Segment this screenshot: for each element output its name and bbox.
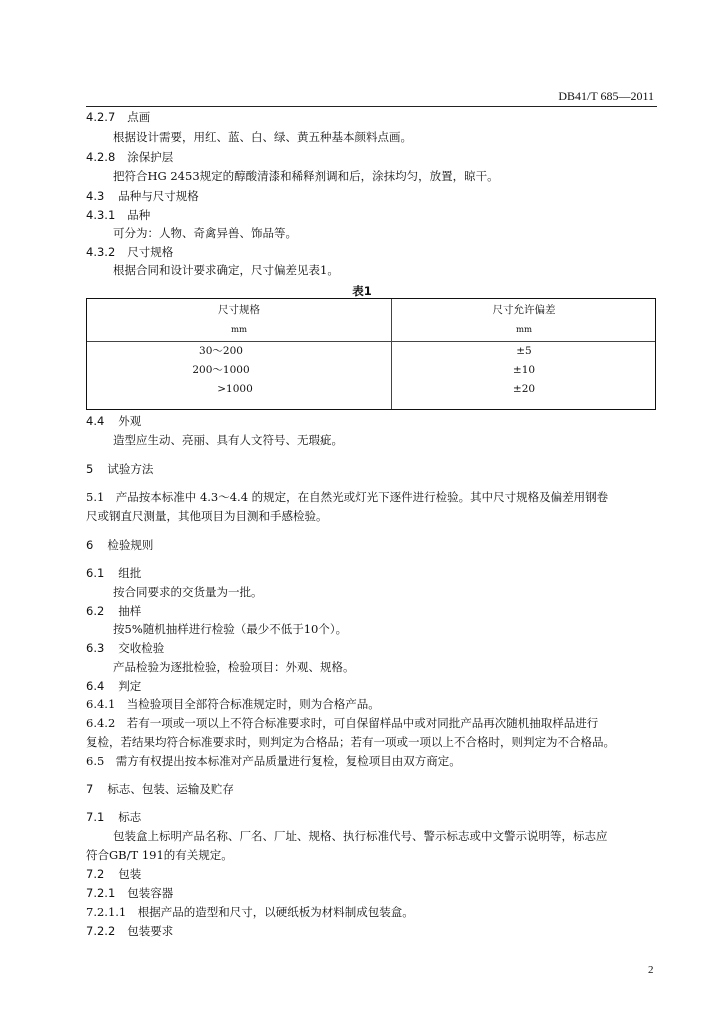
section-4-3-2-heading <box>86 245 173 259</box>
section-6-2-heading <box>86 604 141 618</box>
size-tolerance-table <box>86 298 656 410</box>
section-number: 6.3 <box>86 641 105 655</box>
page-number: 2 <box>648 964 654 976</box>
section-4-3-1-heading <box>86 208 150 222</box>
section-7-1-heading <box>86 810 141 824</box>
paragraph: 复检，若结果均符合标准要求时，则判定为合格品；若有一项或一项以上不合格时，则判定为不合格品。 <box>86 735 615 749</box>
section-number: 6.4 <box>86 679 105 693</box>
section-title: 组批 <box>118 566 142 580</box>
section-number: 4.2.7 <box>86 110 116 124</box>
paragraph: 5.1 产品按本标准中 4.3～4.4 的规定，在自然光或灯光下逐件进行检验。其中尺寸规格及偏差用钢卷 <box>86 490 609 504</box>
table-header-size: 尺寸规格 <box>218 304 260 316</box>
paragraph: 符合GB/T 191的有关规定。 <box>86 848 233 862</box>
table-caption: 表1 <box>352 284 372 298</box>
section-number: 6.1 <box>86 566 105 580</box>
table-header-divider <box>87 341 655 342</box>
paragraph: 7.2.1.1 根据产品的造型和尺寸，以硬纸板为材料制成包装盒。 <box>86 905 414 919</box>
paragraph: 6.4.1 当检验项目全部符合标准规定时，则为合格产品。 <box>86 697 380 711</box>
section-number: 5 <box>86 462 94 476</box>
table-header-tolerance-unit: mm <box>515 325 533 335</box>
table-cell-size: 30～200 <box>199 345 243 357</box>
section-7-2-1-heading <box>86 886 173 900</box>
section-number: 7.2.1 <box>86 886 116 900</box>
section-number: 6.2 <box>86 604 105 618</box>
section-title: 包装容器 <box>127 886 174 900</box>
table-header-size-unit: mm <box>230 325 248 335</box>
section-title: 点画 <box>127 110 151 124</box>
section-number: 4.2.8 <box>86 150 116 164</box>
section-4-3-heading <box>86 189 199 203</box>
section-title: 包装 <box>118 867 142 881</box>
paragraph: 6.5 需方有权提出按本标准对产品质量进行复检，复检项目由双方商定。 <box>86 754 461 768</box>
section-number: 6 <box>86 538 94 552</box>
section-7-2-heading <box>86 867 141 881</box>
paragraph: 根据设计需要，用红、蓝、白、绿、黄五种基本颜料点画。 <box>113 130 412 144</box>
section-number: 4.3.1 <box>86 208 116 222</box>
paragraph: 尺或钢直尺测量，其他项目为目测和手感检验。 <box>86 509 328 523</box>
section-title: 外观 <box>118 414 142 428</box>
table-cell-tolerance: ±20 <box>512 383 536 395</box>
section-7-2-2-heading <box>86 924 173 938</box>
section-title: 尺寸规格 <box>127 245 174 259</box>
table-cell-tolerance: ±5 <box>516 345 532 357</box>
section-6-1-heading <box>86 566 141 580</box>
section-title: 抽样 <box>118 604 142 618</box>
section-4-4-heading <box>86 414 141 428</box>
section-title: 标志、包装、运输及贮存 <box>107 782 234 796</box>
paragraph: 把符合HG 2453规定的醇酸清漆和稀释剂调和后，涂抹均匀，放置，晾干。 <box>113 169 499 183</box>
header-rule <box>86 106 657 107</box>
paragraph: 可分为：人物、奇禽异兽、饰品等。 <box>113 226 297 240</box>
paragraph: 包装盒上标明产品名称、厂名、厂址、规格、执行标准代号、警示标志或中文警示说明等，标志应 <box>113 829 608 843</box>
paragraph: 按合同要求的交货量为一批。 <box>113 585 263 599</box>
section-6-4-heading <box>86 679 141 693</box>
section-title: 交收检验 <box>118 641 165 655</box>
section-number: 7 <box>86 782 94 796</box>
section-number: 4.3.2 <box>86 245 116 259</box>
section-title: 包装要求 <box>127 924 174 938</box>
section-title: 检验规则 <box>107 538 154 552</box>
paragraph: 根据合同和设计要求确定，尺寸偏差见表1。 <box>113 263 339 277</box>
section-number: 4.3 <box>86 189 105 203</box>
section-title: 试验方法 <box>107 462 154 476</box>
section-title: 涂保护层 <box>127 150 174 164</box>
section-5-heading <box>86 462 153 476</box>
section-6-3-heading <box>86 641 164 655</box>
section-title: 标志 <box>118 810 142 824</box>
section-4-2-8-heading <box>86 150 173 164</box>
table-cell-size: >1000 <box>217 383 253 395</box>
section-4-2-7-heading <box>86 110 150 124</box>
table-cell-tolerance: ±10 <box>512 364 536 376</box>
paragraph: 造型应生动、亮丽、具有人文符号、无瑕疵。 <box>113 433 343 447</box>
section-title: 判定 <box>118 679 142 693</box>
section-title: 品种 <box>127 208 151 222</box>
paragraph: 6.4.2 若有一项或一项以上不符合标准要求时，可自保留样品中或对同批产品再次随机抽取样品进行 <box>86 716 599 730</box>
section-number: 7.1 <box>86 810 105 824</box>
table-cell-size: 200～1000 <box>192 364 250 376</box>
paragraph: 按5%随机抽样进行检验（最少不低于10个）。 <box>113 622 348 636</box>
table-header-tolerance: 尺寸允许偏差 <box>492 304 556 316</box>
section-title: 品种与尺寸规格 <box>118 189 199 203</box>
standard-code: DB41/T 685—2011 <box>558 89 654 103</box>
section-number: 7.2 <box>86 867 105 881</box>
section-number: 7.2.2 <box>86 924 116 938</box>
paragraph: 产品检验为逐批检验，检验项目：外观、规格。 <box>113 660 355 674</box>
section-7-heading <box>86 782 234 796</box>
section-number: 4.4 <box>86 414 105 428</box>
section-6-heading <box>86 538 153 552</box>
